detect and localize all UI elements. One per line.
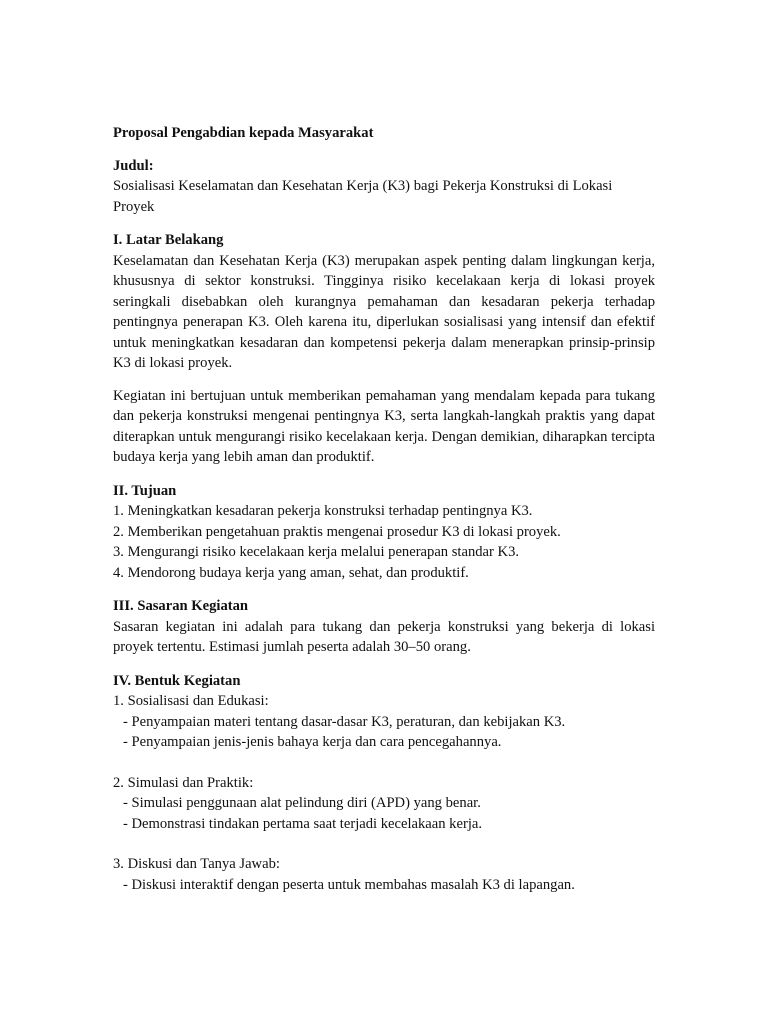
- bentuk-heading: IV. Bentuk Kegiatan: [113, 672, 241, 689]
- bentuk-group-3-item-1: - Diskusi interaktif dengan peserta untuk membahas masalah K3 di lapangan.: [123, 876, 575, 893]
- latar-belakang-heading: I. Latar Belakang: [113, 232, 224, 248]
- bentuk-group-2-item-1: - Simulasi penggunaan alat pelindung diri (APD) yang benar.: [123, 795, 481, 811]
- tujuan-heading: II. Tujuan: [113, 482, 177, 499]
- judul-label: Judul:: [113, 157, 154, 174]
- bentuk-group-1-item-1: - Penyampaian materi tentang dasar-dasar K3, peraturan, dan kebijakan K3.: [123, 713, 566, 730]
- sasaran-heading: III. Sasaran Kegiatan: [113, 598, 249, 614]
- bentuk-group-1-item-2: - Penyampaian jenis-jenis bahaya kerja dan cara pencegahannya.: [123, 734, 502, 750]
- document-title: Proposal Pengabdian kepada Masyarakat: [113, 125, 374, 141]
- judul-text: Sosialisasi Keselamatan dan Kesehatan Kerja (K3) bagi Pekerja Konstruksi di Lokasi Proyek: [113, 178, 613, 215]
- tujuan-item-2: 2. Memberikan pengetahuan praktis mengenai prosedur K3 di lokasi proyek.: [113, 523, 561, 540]
- latar-belakang-paragraph-2: Kegiatan ini bertujuan untuk memberikan pemahaman yang mendalam kepada para tukang dan pekerja konstruksi mengenai pentingnya K3, serta langkah-langkah praktis yang dapat diterapkan untuk mengurangi risiko kecelakaan kerja. Dengan demikian, diharapkan tercipta budaya kerja yang lebih aman dan produktif.: [113, 387, 655, 465]
- bentuk-group-2-item-2: - Demonstrasi tindakan pertama saat terjadi kecelakaan kerja.: [123, 815, 483, 832]
- sasaran-paragraph: Sasaran kegiatan ini adalah para tukang dan pekerja konstruksi yang bekerja di lokasi proyek tertentu. Estimasi jumlah peserta adalah 30–50 orang.: [113, 618, 655, 655]
- tujuan-item-3: 3. Mengurangi risiko kecelakaan kerja melalui penerapan standar K3.: [113, 544, 520, 560]
- tujuan-item-1: 1. Meningkatkan kesadaran pekerja konstruksi terhadap pentingnya K3.: [113, 503, 533, 519]
- tujuan-item-4: 4. Mendorong budaya kerja yang aman, sehat, dan produktif.: [113, 564, 469, 581]
- latar-belakang-paragraph-1: Keselamatan dan Kesehatan Kerja (K3) merupakan aspek penting dalam lingkungan kerja, khususnya di sektor konstruksi. Tingginya risiko kecelakaan kerja di lokasi proyek seringkali disebabkan oleh kurangnya pemahaman dan kesadaran pekerja terhadap pentingnya penerapan K3. Oleh karena itu, diperlukan sosialisasi yang intensif dan efektif untuk meningkatkan kesadaran dan kompetensi pekerja dalam menerapkan prinsip-prinsip K3 di lokasi proyek.: [113, 252, 655, 371]
- bentuk-group-3-title: 3. Diskusi dan Tanya Jawab:: [113, 856, 280, 872]
- document-body: [113, 123, 655, 895]
- bentuk-group-2-title: 2. Simulasi dan Praktik:: [113, 774, 254, 791]
- bentuk-group-1-title: 1. Sosialisasi dan Edukasi:: [113, 693, 269, 709]
